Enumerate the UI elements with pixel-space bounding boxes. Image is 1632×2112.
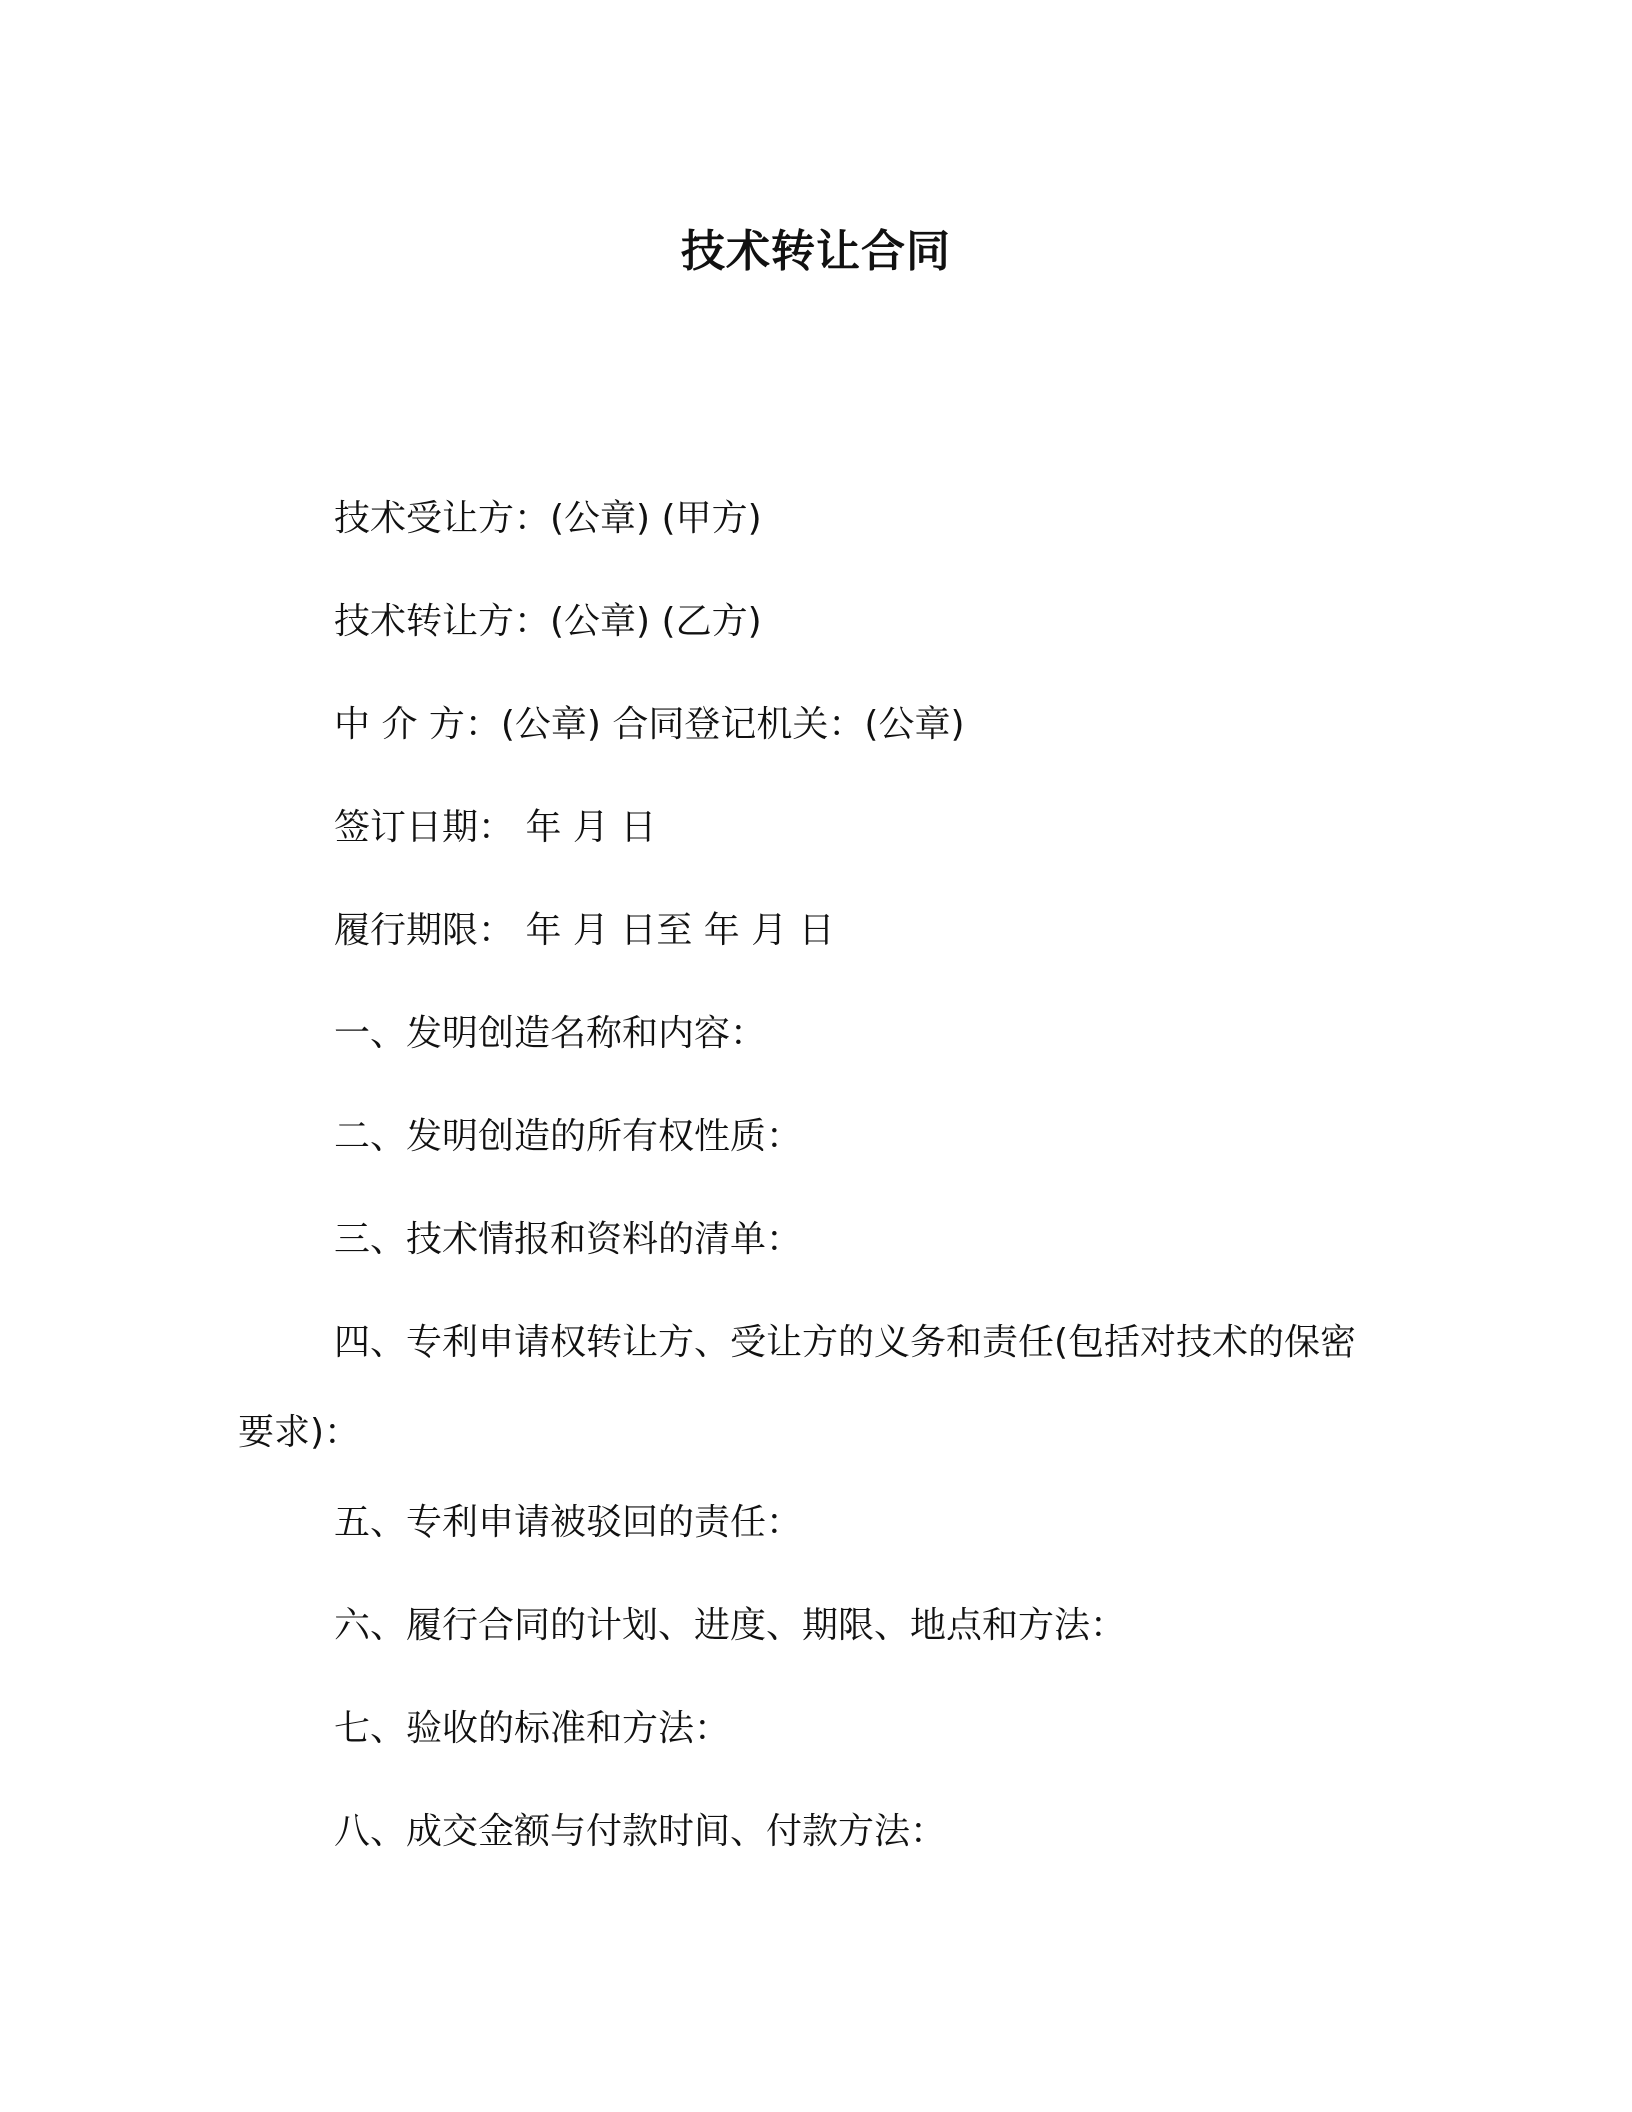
- term-line: 履行期限： 年 月 日至 年 月 日: [334, 910, 835, 951]
- section-8: 八、成交金额与付款时间、付款方法：: [334, 1811, 947, 1852]
- intermediary-line: 中 介 方：(公章) 合同登记机关：(公章): [334, 704, 965, 745]
- party-b-line: 技术转让方：(公章) (乙方): [334, 601, 762, 642]
- section-7: 七、验收的标准和方法：: [334, 1708, 731, 1749]
- section-4: 四、专利申请权转让方、受让方的义务和责任(包括对技术的保密要求)：: [238, 1322, 1357, 1453]
- section-2: 二、发明创造的所有权性质：: [334, 1116, 803, 1157]
- section-6: 六、履行合同的计划、进度、期限、地点和方法：: [334, 1605, 1127, 1646]
- document-title: 技术转让合同: [681, 226, 951, 277]
- section-5: 五、专利申请被驳回的责任：: [334, 1502, 803, 1543]
- section-1: 一、发明创造名称和内容：: [334, 1013, 767, 1054]
- section-3: 三、技术情报和资料的清单：: [334, 1219, 803, 1260]
- signing-date-line: 签订日期： 年 月 日: [334, 807, 657, 848]
- party-a-line: 技术受让方：(公章) (甲方): [334, 498, 762, 539]
